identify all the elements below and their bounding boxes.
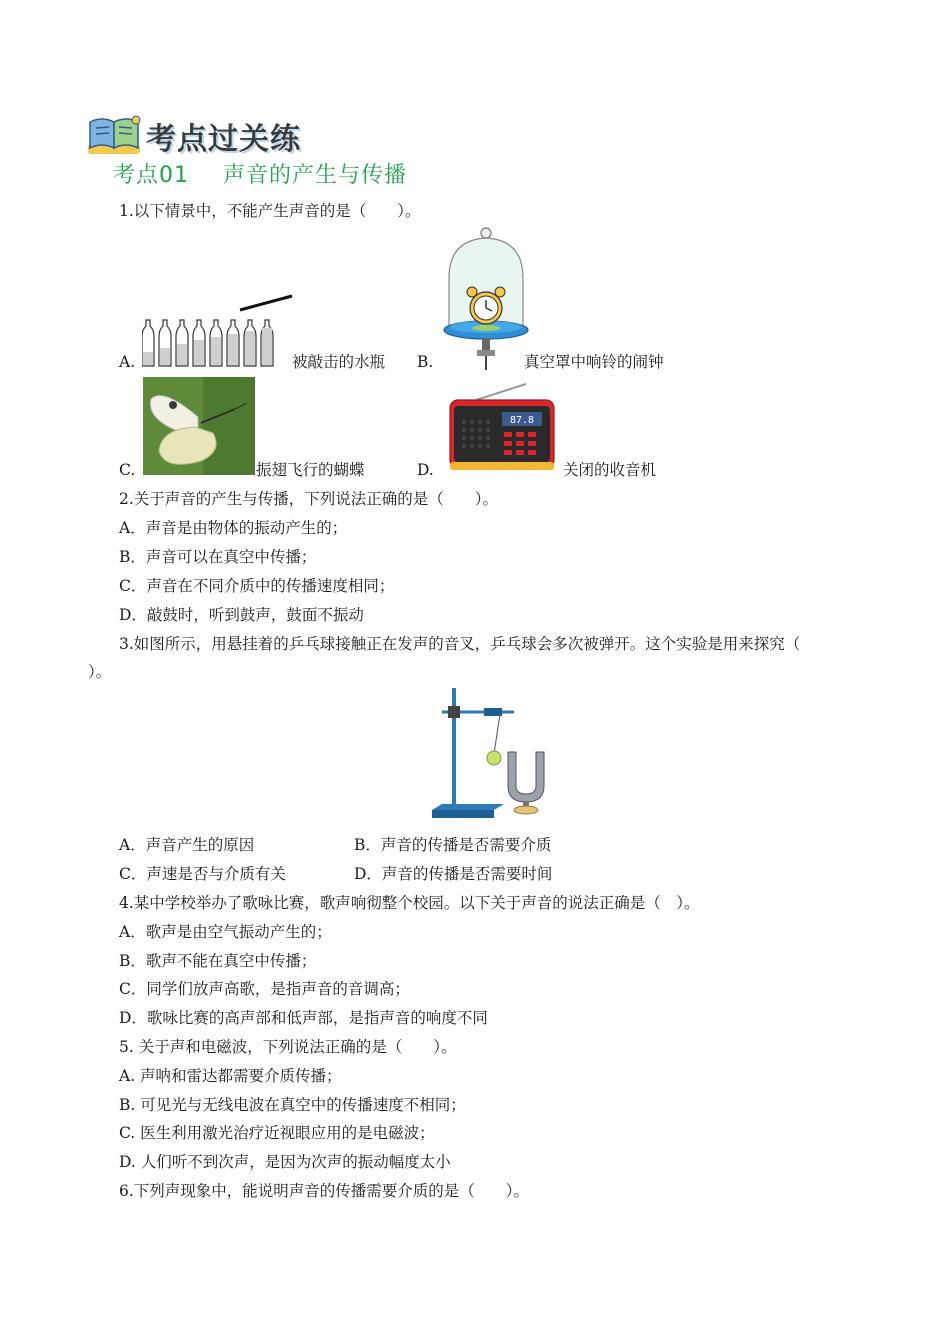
q3-option-c: C．声速是否与介质有关 [119, 865, 286, 883]
bell-jar-alarm-clock-image [441, 226, 531, 374]
q4-option-c: C．同学们放声高歌，是指声音的音调高； [119, 980, 410, 998]
q4-option-a: A．歌声是由空气振动产生的； [119, 923, 332, 941]
q5-option-b: B. 可见光与无线电波在真空中的传播速度不相同； [119, 1096, 466, 1114]
q2-option-c: C．声音在不同介质中的传播速度相同； [119, 577, 395, 595]
q5-option-c: C. 医生利用激光治疗近视眼应用的是电磁波； [119, 1124, 435, 1142]
radio-display-text: 87.8 [509, 415, 535, 426]
banner-title: 考点过关练 [146, 122, 301, 157]
q2-option-b: B．声音可以在真空中传播； [119, 548, 317, 566]
butterfly-photo [143, 377, 255, 475]
q3-option-d: D．声音的传播是否需要时间 [354, 865, 553, 883]
water-bottles-image [142, 294, 294, 368]
radio-image [446, 382, 560, 474]
q1-option-c-caption: 振翅飞行的蝴蝶 [256, 461, 365, 479]
q5-stem: 5. 关于声和电磁波，下列说法正确的是（ ）。 [119, 1038, 457, 1056]
q5-option-d: D. 人们听不到次声，是因为次声的振动幅度太小 [119, 1153, 451, 1171]
section-title: 声音的产生与传播 [223, 163, 408, 188]
section-heading [113, 158, 407, 189]
tuning-fork-experiment-diagram [430, 686, 560, 824]
q1-option-b-letter: B. [417, 353, 434, 371]
open-book-icon [84, 114, 144, 158]
q2-option-a: A．声音是由物体的振动产生的； [119, 519, 348, 537]
q1-option-d-letter: D. [417, 461, 434, 479]
q3-option-a: A．声音产生的原因 [119, 836, 255, 854]
q4-option-d: D．歌咏比赛的高声部和低声部，是指声音的响度不同 [119, 1009, 488, 1027]
q1-option-d-caption: 关闭的收音机 [563, 461, 657, 479]
q3-stem-line2: ）。 [88, 663, 112, 681]
q3-option-b: B．声音的传播是否需要介质 [354, 836, 552, 854]
q4-option-b: B．歌声不能在真空中传播； [119, 952, 317, 970]
q1-option-a-caption: 被敲击的水瓶 [292, 353, 386, 371]
q5-option-a: A. 声呐和雷达都需要介质传播； [119, 1067, 342, 1085]
q1-option-c-letter: C. [119, 461, 136, 479]
q1-option-b-caption: 真空罩中响铃的闹钟 [524, 353, 664, 371]
q2-option-d: D．敲鼓时，听到鼓声，鼓面不振动 [119, 606, 364, 624]
q4-stem: 4.某中学校举办了歌咏比赛，歌声响彻整个校园。以下关于声音的说法正确是（ ）。 [119, 894, 700, 912]
q1-option-a-letter: A. [119, 353, 136, 371]
q6-stem: 6.下列声现象中，能说明声音的传播需要介质的是（ ）。 [119, 1182, 530, 1200]
section-code: 考点01 [113, 163, 189, 188]
q3-stem-line1: 3.如图所示，用悬挂着的乒乓球接触正在发声的音叉，乒乓球会多次被弹开。这个实验是用来探究（ [119, 635, 801, 653]
q1-stem: 1.以下情景中，不能产生声音的是（ ）。 [119, 202, 421, 220]
banner [84, 112, 344, 160]
q2-stem: 2.关于声音的产生与传播，下列说法正确的是（ ）。 [119, 490, 499, 508]
